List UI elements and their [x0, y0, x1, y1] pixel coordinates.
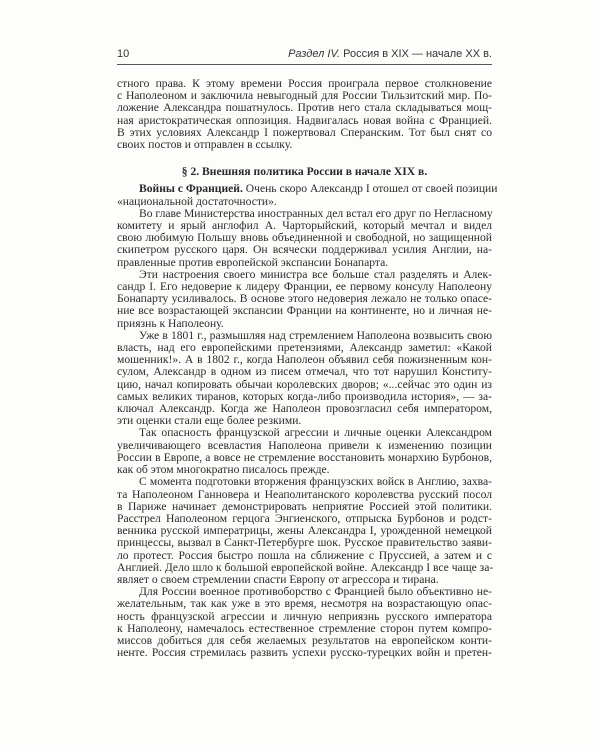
paragraph [117, 476, 492, 586]
text-line: приязнь к Наполеону. [117, 316, 224, 330]
text-line: Англией. Дело шло к большой европейской войне. Александр I все чаще за- [117, 560, 494, 574]
text-line: сулом, Александр в одном из писем отмечал, что тот нарушил Конститу- [117, 365, 492, 379]
text-line: желательным, так как уже в это время, несмотря на возрастающую опас- [117, 597, 492, 611]
paragraph [117, 78, 492, 151]
text-line: в Париже начинает демонстрировать неприятие Россией этой политики. [117, 499, 492, 513]
text-line: к Наполеону, намечалось естественное стремление сторон путем компро- [117, 621, 492, 635]
text-line: с Наполеоном и заключила невыгодный для России Тильзитский мир. По- [117, 89, 492, 103]
section-label: Раздел IV. [288, 48, 341, 60]
paragraph [117, 182, 498, 208]
text-line: комитету и ярый англофил А. Чарторыйский, который мечтал и видел [117, 219, 492, 233]
text-line: свою любимую Польшу вновь объединенной и свободной, но защищенной [117, 231, 492, 245]
running-title [288, 48, 492, 60]
page-body [117, 77, 498, 660]
text-line: мошенник!». А в 1802 г., когда Наполеон объявил себя пожизненным кон- [117, 353, 492, 367]
text-line: С момента подготовки вторжения французских войск в Англию, захва- [139, 475, 492, 489]
text-line: «национальной достаточности». [117, 194, 277, 208]
text-line: являет о своем стремлении спасти Европу от агрессора и тирана. [117, 572, 439, 586]
text-line: России в Европе, а вовсе не стремление восстановить монархию Бурбонов, [117, 450, 492, 464]
text-line: ненте. Россия стремилась развить успехи русско-турецких войн и претен- [117, 646, 492, 660]
text-line: принцессы, вызвал в Санкт-Петербурге шок. Русское правительство заяви- [117, 536, 492, 550]
paragraph [117, 208, 492, 269]
text-line: как об этом многократно писалось прежде. [117, 463, 330, 477]
text-line: та Наполеоном Ганновера и Неаполитанского королевства русский посол [117, 487, 492, 501]
text-line: Для России военное противоборство с Францией было объективно не- [139, 585, 492, 599]
text-line: Во главе Министерства иностранных дел встал его друг по Негласному [139, 206, 493, 220]
text-line: правленные против европейской экспансии Бонапарта. [117, 255, 389, 269]
page-number: 10 [117, 48, 130, 60]
text-line [117, 182, 498, 196]
text-run: Очень скоро Александр I отошел от своей позиции [242, 182, 498, 196]
text-line: Так опасность французской агрессии и личные оценки Александром [139, 426, 492, 440]
text-line: Эти настроения своего министра все больше стал разделять и Алек- [139, 267, 492, 281]
text-line: венника русской императрицы, жены Александра I, урожденной немецкой [117, 524, 492, 538]
text-line: самых великих тиранов, которых когда-либо производила история», — за- [117, 389, 492, 403]
text-line: ная аристократическая оппозиция. Надвигалась новая война с Францией. [117, 113, 492, 127]
text-line: скипетром русского царя. Он всячески поддерживал усилия Англии, на- [117, 243, 492, 257]
text-line: стного права. К этому времени Россия проиграла первое столкновение [117, 77, 492, 90]
paragraph [117, 330, 492, 428]
text-line: ключал Александр. Когда же Наполеон провозгласил себя императором, [117, 402, 492, 416]
text-line: ние все возрастающей экспансии Франции на континенте, но и личная не- [117, 304, 492, 318]
text-line: Бонапарту усиливалось. В основе этого недоверия лежало не только опасе- [117, 292, 492, 306]
text-line: Уже в 1801 г., размышляя над стремлением Наполеона возвысить свою [139, 328, 492, 342]
text-line: власть, над его европейскими претензиями, Александр заметил: «Какой [117, 341, 492, 355]
text-line: Расстрел Наполеоном герцога Энгиенского, отпрыска Бурбонов и родст- [117, 511, 492, 525]
text-line: миссов добиться для себя желаемых результатов на европейском конти- [117, 633, 492, 647]
text-line: увеличивающего всевластия Наполеона привели к изменению позиции [117, 438, 492, 452]
text-line: цию, начал копировать обычаи королевских дворов; «...сейчас это один из [117, 377, 492, 391]
text-line: ложение Александра пошатнулось. Против него стала складываться мощ- [117, 101, 492, 115]
text-line: В этих условиях Александр I пожертвовал Сперанским. Тот был снят со [117, 125, 492, 139]
text-line: эти оценки стали еще более резкими. [117, 414, 302, 428]
paragraph [117, 269, 492, 330]
paragraph [117, 427, 492, 476]
text-line: своих постов и отправлен в ссылку. [117, 138, 293, 152]
paragraph [117, 586, 492, 659]
text-line: сандр I. Его недоверие к лидеру Франции, ее первому консулу Наполеону [117, 280, 492, 294]
section-title: Россия в XIX — начале XX в. [343, 48, 492, 60]
text-line: ность французской агрессии и личную неприязнь русского императора [117, 609, 492, 623]
section-heading: § 2. Внешняя политика России в начале XIX в. [181, 165, 428, 179]
running-header [117, 46, 492, 65]
text-line: ло протест. Россия быстро пошла на сближение с Пруссией, а затем и с [117, 548, 492, 562]
paragraph-lead: Войны с Францией. [139, 182, 243, 196]
